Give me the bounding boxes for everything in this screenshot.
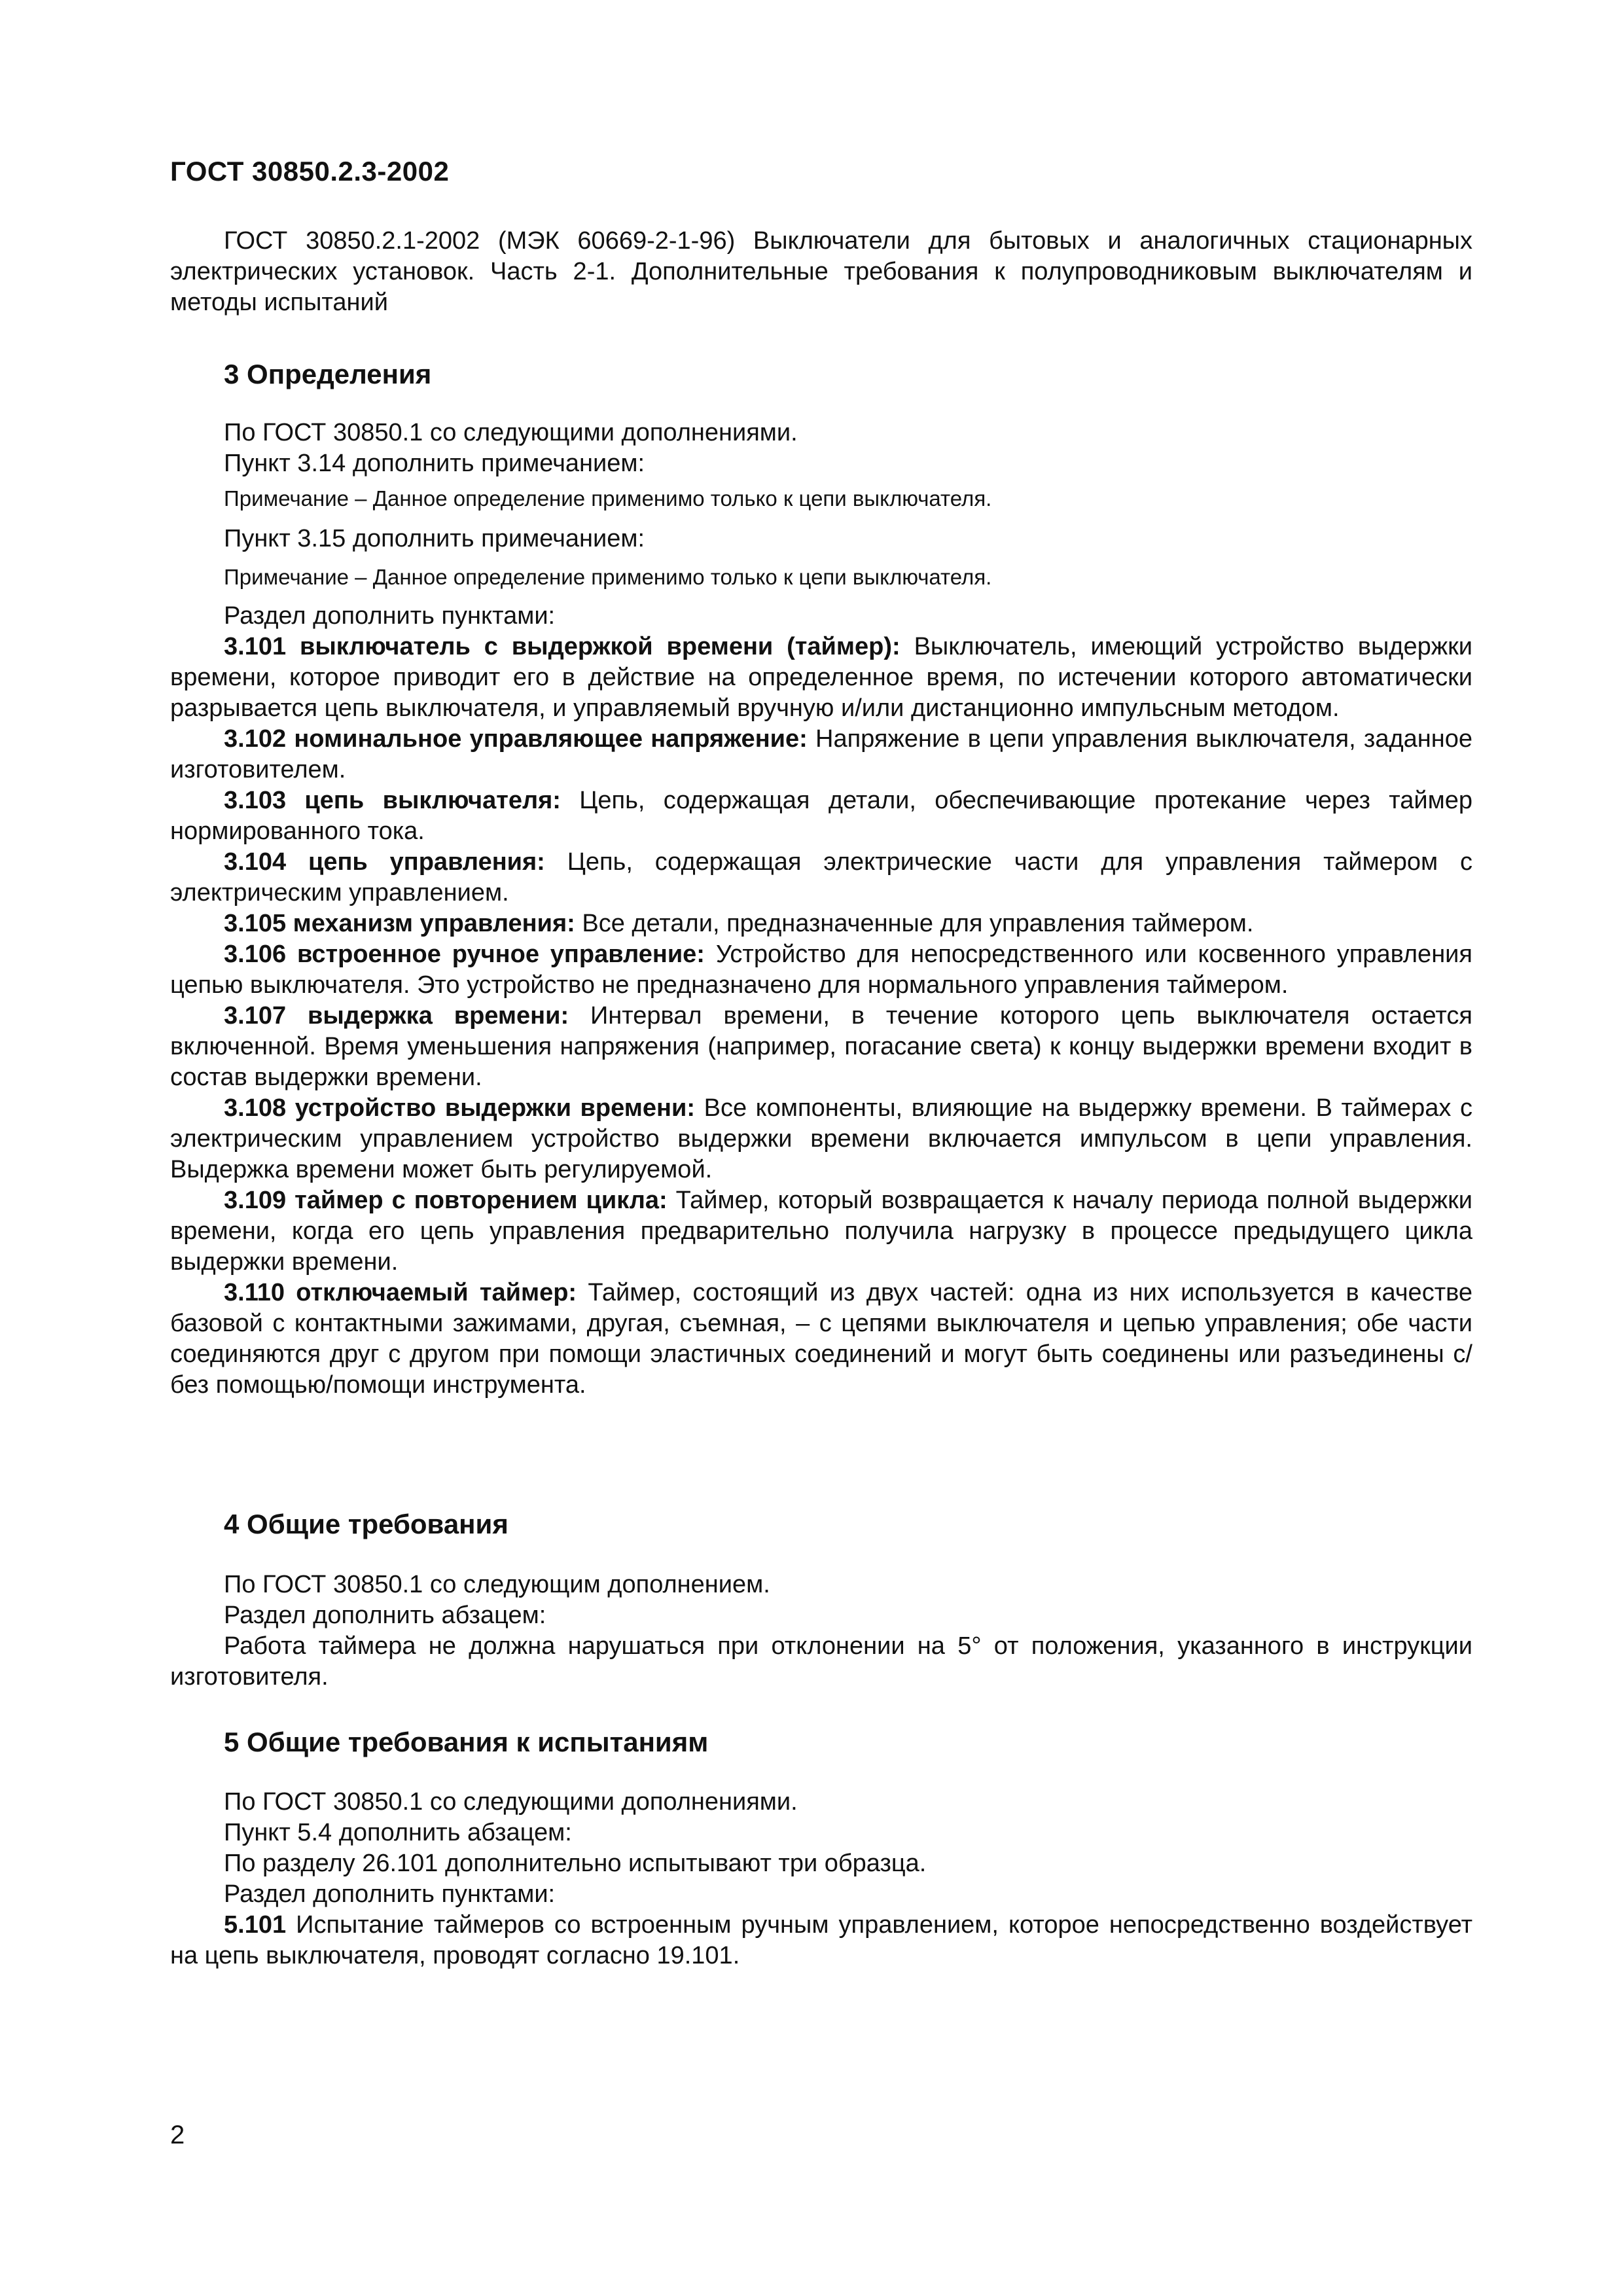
reference-paragraph: ГОСТ 30850.2.1-2002 (МЭК 60669-2-1-96) Выключатели для бытовых и аналогичных стационарных электрических установок. Часть 2-1. Дополнительные требования к полупроводниковым выключателям и методы испытаний [170,227,1472,316]
definition-3-101 [170,632,1472,724]
definition-text: Таймер, состоящий из двух частей: одна из них используется в качестве базовой с контактными зажимами, другая, съемная, – с цепями выключателя и цепью управления; обе части соединяются друг с другом при помощи эластичных соединений и могут быть соединены или разъединены с/без помощью/помощи инструмента. [170,1279,1472,1399]
definition-3-106 [170,939,1472,1001]
definition-text: Все компоненты, влияющие на выдержку времени. В таймерах с электрическим управлением устройство выдержки времени включается импульсом в цепи управления. Выдержка времени может быть регулируемой. [170,1094,1473,1183]
definition-term: 3.105 механизм управления: [224,910,575,937]
section-4-title: 4 Общие требования [224,1509,508,1539]
section-3-title: 3 Определения [224,359,432,389]
clause-text: Испытание таймеров со встроенным ручным управлением, которое непосредственно воздействует на цепь выключателя, проводят согласно 19.101. [170,1911,1472,1969]
definition-term: 3.107 выдержка времени: [224,1002,569,1030]
definition-3-108 [170,1093,1472,1185]
definition-3-107 [170,1001,1472,1093]
definition-term: 3.108 устройство выдержки времени: [224,1094,695,1122]
page-number: 2 [170,2121,185,2149]
definition-text: Таймер, который возвращается к началу периода полной выдержки времени, когда его цепь управления предварительно получила нагрузку в процессе предыдущего цикла выдержки времени. [170,1187,1472,1276]
definition-text: Все детали, предназначенные для управления таймером. [575,910,1254,937]
definition-term: 3.103 цепь выключателя: [224,787,561,814]
definition-3-109 [170,1185,1472,1278]
definition-3-110 [170,1278,1472,1401]
definition-text: Интервал времени, в течение которого цепь выключателя остается включенной. Время уменьшения напряжения (например, погасание света) к концу выдержки времени входит в состав выдержки времени. [170,1002,1472,1091]
clause-3-15-text: Пункт 3.15 дополнить примечанием: [224,525,645,552]
definition-text: Напряжение в цепи управления выключателя, заданное изготовителем. [170,725,1472,783]
section-5-add-items: Раздел дополнить пунктами: [224,1880,556,1908]
definitions-list [170,632,1472,1401]
section-5-intro: По ГОСТ 30850.1 со следующими дополнениями. [224,1788,798,1816]
definition-term: 3.110 отключаемый таймер: [224,1279,577,1306]
definition-text: Цепь, содержащая детали, обеспечивающие протекание через таймер нормированного тока. [170,787,1472,845]
definition-term: 3.102 номинальное управляющее напряжение: [224,725,808,753]
definition-3-102 [170,724,1472,785]
clause-5-4-text: Пункт 5.4 дополнить абзацем: [224,1819,572,1846]
definition-term: 3.106 встроенное ручное управление: [224,941,705,968]
section-5-title: 5 Общие требования к испытаниям [224,1727,709,1757]
definition-text: Выключатель, имеющий устройство выдержки времени, которое приводит его в действие на определенное время, по истечении которого автоматически разрывается цепь выключателя, и управляемый вручную и/или дистанционно импульсным методом. [170,633,1472,722]
definition-term: 3.101 выключатель с выдержкой времени (таймер): [224,633,901,660]
section-4-add-paragraph: Раздел дополнить абзацем: [224,1602,546,1629]
clause-5-101 [170,1910,1472,1971]
section-4-intro: По ГОСТ 30850.1 со следующим дополнением. [224,1571,770,1598]
samples-text: По разделу 26.101 дополнительно испытывают три образца. [224,1850,927,1877]
note-3-15: Примечание – Данное определение применимо только к цепи выключателя. [224,565,992,589]
definition-3-105 [170,908,1472,939]
note-3-14: Примечание – Данное определение применимо только к цепи выключателя. [224,486,992,511]
definition-text: Устройство для непосредственного или косвенного управления цепью выключателя. Это устройство не предназначено для нормального управления таймером. [170,941,1472,999]
definition-3-104 [170,847,1472,908]
section-3-intro: По ГОСТ 30850.1 со следующими дополнениями. [224,419,798,446]
definition-text: Цепь, содержащая электрические части для управления таймером с электрическим управлением. [170,848,1472,906]
definition-term: 3.109 таймер с повторением цикла: [224,1187,668,1214]
section-3-add-items: Раздел дополнить пунктами: [224,602,556,630]
definition-term: 3.104 цепь управления: [224,848,545,876]
section-4-text: Работа таймера не должна нарушаться при отклонении на 5° от положения, указанного в инструкции изготовителя. [170,1632,1472,1691]
clause-number: 5.101 [224,1911,287,1939]
clause-3-14-text: Пункт 3.14 дополнить примечанием: [224,450,645,477]
definition-3-103 [170,785,1472,847]
standard-header: ГОСТ 30850.2.3-2002 [170,156,450,187]
